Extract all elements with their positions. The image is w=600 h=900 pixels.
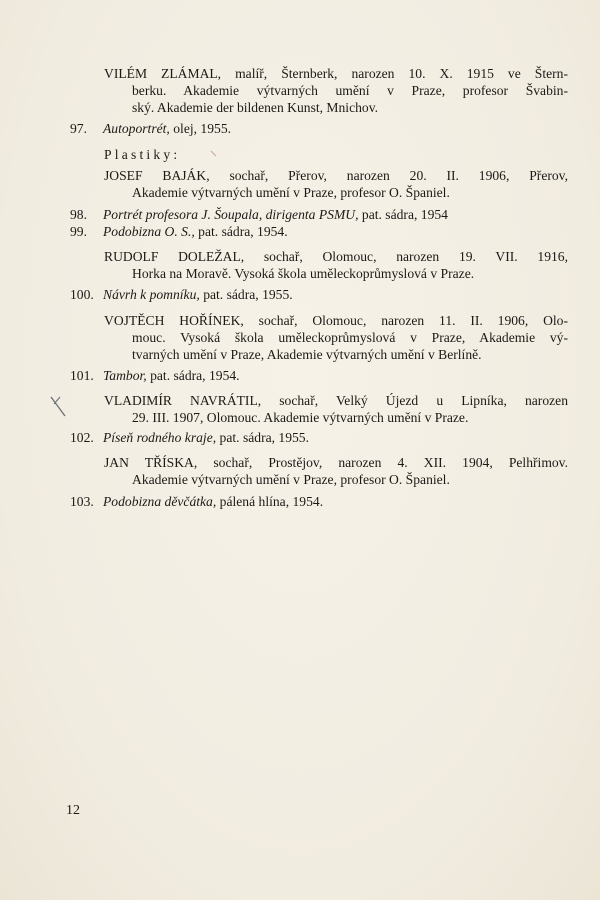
artwork-title: Píseň rodného kraje,	[103, 430, 217, 445]
pencil-tick-mark	[210, 150, 218, 158]
artwork-details: pat. sádra, 1955.	[199, 287, 293, 302]
artwork-title: Portrét profesora J. Šoupala, dirigenta PSMU,	[103, 207, 359, 222]
artist-line: JOSEF BAJÁK, sochař, Přerov, narozen 20. II. 1906, Přerov,	[104, 168, 568, 183]
artwork-title: Návrh k pomníku,	[103, 287, 200, 302]
artist-line: RUDOLF DOLEŽAL, sochař, Olomouc, narozen 19. VII. 1916,	[104, 249, 568, 264]
artwork-number: 98.	[70, 207, 87, 222]
pencil-cross-mark	[48, 394, 68, 420]
artist-entry-bajak	[104, 168, 568, 202]
artist-line: mouc. Vysoká škola uměleckoprůmyslová v Praze, Akademie vý-	[132, 329, 568, 345]
artist-line: Akademie výtvarných umění v Praze, profesor O. Španiel.	[132, 184, 450, 200]
artist-line: VLADIMÍR NAVRÁTIL, sochař, Velký Újezd u Lipníka, narozen	[104, 393, 568, 408]
artist-line: VILÉM ZLÁMAL, malíř, Šternberk, narozen 10. X. 1915 ve Štern-	[104, 66, 568, 81]
artwork-number: 100.	[70, 287, 94, 302]
artwork-number: 102.	[70, 430, 94, 445]
artwork-title: Podobizna O. S.,	[103, 224, 195, 239]
artwork-details: olej, 1955.	[169, 121, 232, 136]
artwork-entry-102	[70, 430, 570, 447]
artist-line: Akademie výtvarných umění v Praze, profesor O. Španiel.	[132, 471, 450, 487]
artwork-entry-98	[70, 207, 570, 224]
artwork-details: pat. sádra, 1954.	[146, 368, 240, 383]
artwork-number: 103.	[70, 494, 94, 509]
artist-entry-horinek	[104, 313, 568, 363]
artwork-entry-99	[70, 224, 570, 241]
artist-line: 29. III. 1907, Olomouc. Akademie výtvarných umění v Praze.	[132, 409, 469, 425]
artwork-entry-97	[70, 121, 570, 138]
artist-entry-navratil	[104, 393, 568, 427]
artwork-entry-100	[70, 287, 570, 304]
artwork-entry-103	[70, 494, 570, 511]
artist-entry-dolezal	[104, 249, 568, 283]
artist-line: tvarných umění v Praze, Akademie výtvarných umění v Berlíně.	[132, 346, 482, 362]
artwork-number: 97.	[70, 121, 87, 136]
artwork-details: pat. sádra, 1955.	[216, 430, 310, 445]
artwork-number: 101.	[70, 368, 94, 383]
artist-line: Horka na Moravě. Vysoká škola uměleckoprůmyslová v Praze.	[132, 265, 475, 281]
artwork-details: pálená hlína, 1954.	[216, 494, 324, 509]
artwork-entry-101	[70, 368, 570, 385]
artist-line: ský. Akademie der bildenen Kunst, Mnichov.	[132, 99, 379, 115]
artwork-title: Tambor,	[103, 368, 147, 383]
artwork-details: pat. sádra, 1954	[358, 207, 448, 222]
artist-line: VOJTĚCH HOŘÍNEK, sochař, Olomouc, narozen 11. II. 1906, Olo-	[104, 313, 568, 328]
artist-entry-triska	[104, 455, 568, 489]
artist-entry-zlamal	[104, 66, 568, 116]
section-heading-plastiky: Plastiky:	[104, 147, 181, 162]
artist-line: berku. Akademie výtvarných umění v Praze, profesor Švabin-	[132, 82, 568, 98]
artwork-title: Podobizna děvčátka,	[103, 494, 217, 509]
artwork-number: 99.	[70, 224, 87, 239]
artwork-details: pat. sádra, 1954.	[194, 224, 288, 239]
page-number: 12	[66, 803, 80, 818]
artist-line: JAN TŘÍSKA, sochař, Prostějov, narozen 4. XII. 1904, Pelhřimov.	[104, 455, 568, 470]
artwork-title: Autoportrét,	[103, 121, 170, 136]
